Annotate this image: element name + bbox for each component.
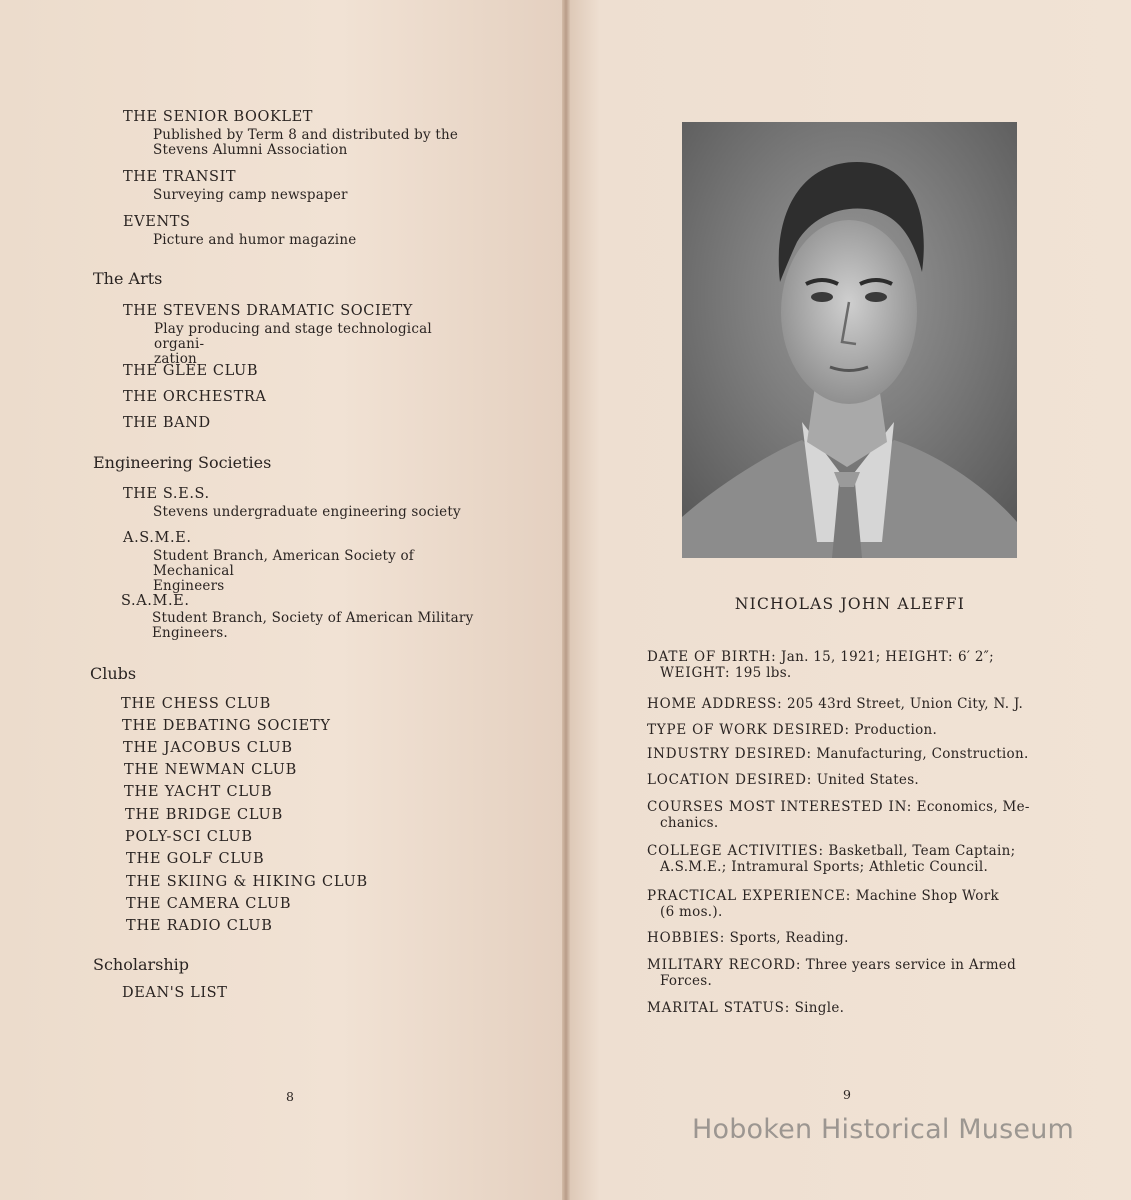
publication-title: THE TRANSIT	[123, 169, 237, 185]
page-number-left: 8	[286, 1089, 294, 1104]
book-gutter	[562, 0, 570, 1200]
club-item: THE CAMERA CLUB	[126, 896, 292, 912]
section-heading-engineering: Engineering Societies	[93, 453, 272, 472]
section-heading-scholarship: Scholarship	[93, 955, 190, 974]
scholarship-item: DEAN'S LIST	[122, 985, 228, 1001]
club-item: THE RADIO CLUB	[126, 918, 273, 934]
engineering-item-title: THE S.E.S.	[123, 486, 210, 502]
info-entry-experience: PRACTICAL EXPERIENCE: Machine Shop Work (6 mos.).	[647, 888, 999, 920]
info-entry-industry: INDUSTRY DESIRED: Manufacturing, Construction.	[647, 746, 1029, 762]
info-entry-courses: COURSES MOST INTERESTED IN: Economics, Me- chanics.	[647, 799, 1030, 831]
arts-item-title: THE ORCHESTRA	[123, 389, 267, 405]
engineering-item-title: A.S.M.E.	[123, 530, 192, 546]
info-entry-military: MILITARY RECORD: Three years service in Armed Forces.	[647, 957, 1017, 989]
section-heading-arts: The Arts	[93, 269, 163, 288]
publication-title: THE SENIOR BOOKLET	[123, 109, 314, 125]
club-item: THE SKIING & HIKING CLUB	[126, 874, 368, 890]
publication-desc: Published by Term 8 and distributed by the Stevens Alumni Association	[153, 127, 459, 158]
section-heading-clubs: Clubs	[90, 664, 137, 683]
club-item: THE DEBATING SOCIETY	[122, 718, 331, 734]
arts-item-title: THE GLEE CLUB	[123, 363, 259, 379]
club-item: THE NEWMAN CLUB	[124, 762, 298, 778]
info-entry-activities: COLLEGE ACTIVITIES: Basketball, Team Captain; A.S.M.E.; Intramural Sports; Athletic Council.	[647, 843, 1016, 875]
portrait-photo	[682, 122, 1017, 558]
student-name: NICHOLAS JOHN ALEFFI	[734, 595, 966, 613]
publication-title: EVENTS	[123, 214, 191, 230]
club-item: THE JACOBUS CLUB	[123, 740, 293, 756]
engineering-item-title: S.A.M.E.	[121, 593, 190, 609]
publication-desc: Picture and humor magazine	[153, 232, 357, 248]
arts-item-desc: Play producing and stage technological organi- zation	[154, 321, 432, 367]
club-item: THE BRIDGE CLUB	[125, 807, 284, 823]
portrait-illustration	[682, 122, 1017, 558]
publication-desc: Surveying camp newspaper	[153, 187, 348, 203]
info-entry-birth: DATE OF BIRTH: Jan. 15, 1921; HEIGHT: 6′ 2″; WEIGHT: 195 lbs.	[647, 649, 994, 681]
arts-item-title: THE BAND	[123, 415, 211, 431]
engineering-item-desc: Student Branch, American Society of Mechanical Engineers	[153, 548, 414, 594]
info-entry-work: TYPE OF WORK DESIRED: Production.	[647, 722, 938, 738]
engineering-item-desc: Student Branch, Society of American Military Engineers.	[152, 610, 474, 641]
club-item: THE GOLF CLUB	[126, 851, 265, 867]
info-entry-marital: MARITAL STATUS: Single.	[647, 1000, 845, 1016]
info-entry-address: HOME ADDRESS: 205 43rd Street, Union City, N. J.	[647, 696, 1024, 712]
arts-item-title: THE STEVENS DRAMATIC SOCIETY	[123, 303, 413, 319]
info-entry-hobbies: HOBBIES: Sports, Reading.	[647, 930, 849, 946]
engineering-item-desc: Stevens undergraduate engineering society	[153, 504, 461, 520]
page-number-right: 9	[843, 1087, 851, 1102]
info-entry-location: LOCATION DESIRED: United States.	[647, 772, 920, 788]
club-item: THE YACHT CLUB	[124, 784, 273, 800]
club-item: THE CHESS CLUB	[121, 696, 272, 712]
museum-watermark: Hoboken Historical Museum	[692, 1114, 1075, 1145]
club-item: POLY-SCI CLUB	[125, 829, 253, 845]
